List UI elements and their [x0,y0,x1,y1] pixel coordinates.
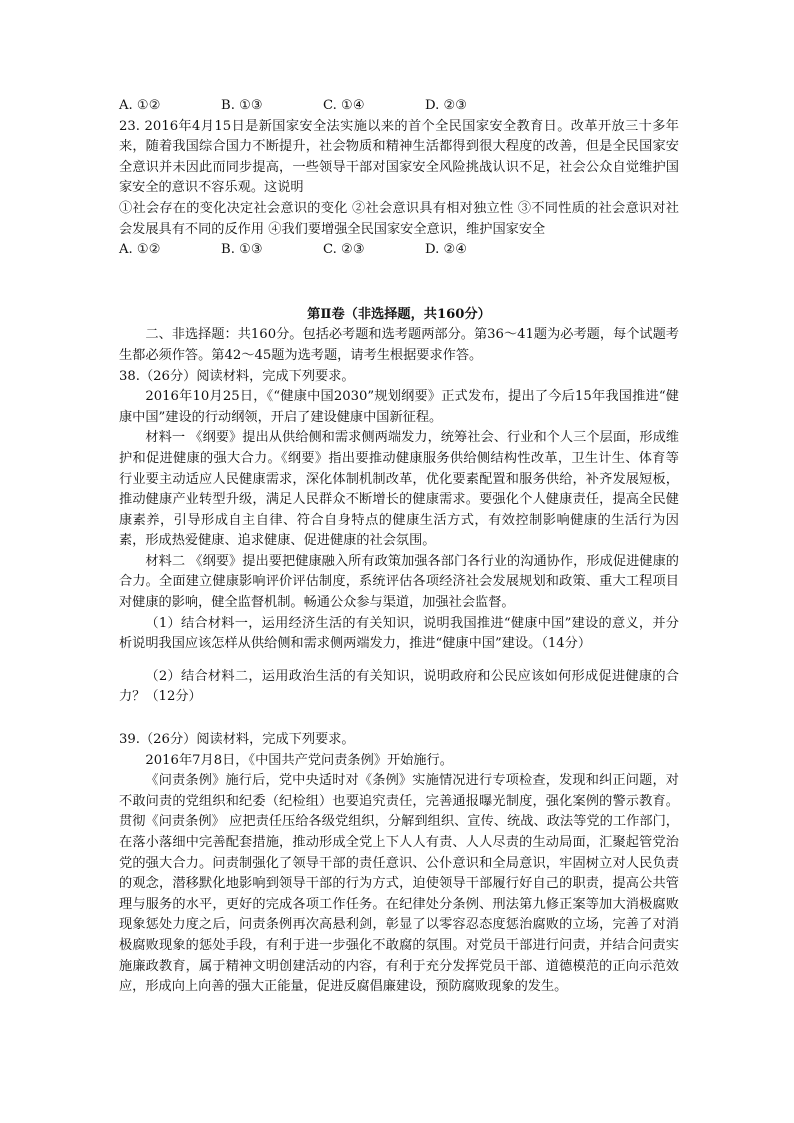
q22-options [119,96,679,117]
option-d: D. ②④ [425,242,468,258]
exam-page [119,96,679,998]
section-title: 第Ⅱ卷（非选择题，共160分） [307,306,491,322]
q39-intro: 2016年7月8日，《中国共产党问责条例》开始施行。 [145,752,453,768]
option-a: A. ①② [119,242,161,258]
q23-options [119,240,679,261]
option-a: A. ①② [119,98,161,113]
option-b: B. ①③ [221,98,263,113]
q38-material-1: 材料一 《纲要》提出从供给侧和需求侧两端发力，统筹社会、行业和个人三个层面，形成维护和促进健康的强大合力。《纲要》指出要推动健康服务供给侧结构性改革，卫生计生、体育等行业要主动适应人民健康需求，深化体制机制改革，优化要素配置和服务供给，补齐发展短板，推动健康产业转型升级，满足人民群众不断增长的健康需求。要强化个人健康责任，提高全民健康素养，引导形成自主自律、符合自身特点的健康生活方式，有效控制影响健康的生活行为因素，形成热爱健康、追求健康、促进健康的社会氛围。 [119,430,679,549]
q39-material: 《问责条例》施行后，党中央适时对《条例》实施情况进行专项检查，发现和纠正问题，对不敢问责的党组织和纪委（纪检组）也要追究责任，完善通报曝光制度，强化案例的警示教育。贯彻《问责条例》 应把责任压给各级党组织，分解到组织、宣传、统战、政法等党的工作部门，在落小落细中完善配套措施，推动形成全党上下人人有责、人人尽责的生动局面，汇聚起管党治党的强大合力。问责制强化了领导干部的责任意识、公仆意识和全局意识，牢固树立对人民负责的观念，潜移默化地影响到领导干部的行为方式，迫使领导干部履行好自己的职责，提高公共管理与服务的水平，更好的完成各项工作任务。在纪律处分条例、刑法第九修正案等加大消极腐败现象惩处力度之后，问责条例再次高悬利剑，彰显了以零容忍态度惩治腐败的立场，完善了对消极腐败现象的惩处手段，有利于进一步强化不敢腐的氛围。对党员干部进行问责，并结合问责实施廉政教育，属于精神文明创建活动的内容，有利于充分发挥党员干部、道德模范的正向示范效应，形成向上向善的强大正能量，促进反腐倡廉建设，预防腐败现象的发生。 [119,773,679,995]
option-c: C. ①④ [323,98,365,113]
q39-heading: 39.（26分）阅读材料，完成下列要求。 [119,732,355,748]
q38-intro: 2016年10月25日，《“健康中国2030”规划纲要》正式发布，提出了今后15年我国推进“健康中国”建设的行动纲领，开启了建设健康中国新征程。 [119,389,679,425]
option-c: C. ②③ [323,242,365,258]
q38-material-2: 材料二 《纲要》提出要把健康融入所有政策加强各部门各行业的沟通协作，形成促进健康的合力。全面建立健康影响评价评估制度，系统评估各项经济社会发展规划和政策、重大工程项目对健康的影响，健全监督机制。畅通公众参与渠道，加强社会监督。 [119,553,679,611]
q38-subquestion-1: （1）结合材料一，运用经济生活的有关知识，说明我国推进“健康中国”建设的意义，并分析说明我国应该怎样从供给侧和需求侧两端发力，推进“健康中国”建设。（14分） [119,615,679,652]
section-intro: 二、非选择题：共160分。包括必考题和选考题两部分。第36～41题为必考题，每个试题考生都必须作答。第42～45题为选考题，请考生根据要求作答。 [119,327,679,363]
option-b: B. ①③ [221,242,263,258]
q23-choices: ①社会存在的变化决定社会意识的变化 ②社会意识具有相对独立性 ③不同性质的社会意识对社会发展具有不同的反作用 ④我们要增强全民国家安全意识，维护国家安全 [119,200,679,237]
q23-stem: 23. 2016年4月15日是新国家安全法实施以来的首个全民国家安全教育日。改革开放三十多年来，随着我国综合国力不断提升，社会物质和精神生活都得到很大程度的改善，但是全民国家安全意识并未因此而同步提高，一些领导干部对国家安全风险挑战认识不足，社会公众自觉维护国家安全的意识不容乐观。这说明 [119,118,679,196]
q38-heading: 38.（26分）阅读材料，完成下列要求。 [119,368,355,384]
option-d: D. ②③ [425,98,468,113]
q38-subquestion-2: （2）结合材料二，运用政治生活的有关知识，说明政府和公民应该如何形成促进健康的合力？（12分） [119,668,679,705]
